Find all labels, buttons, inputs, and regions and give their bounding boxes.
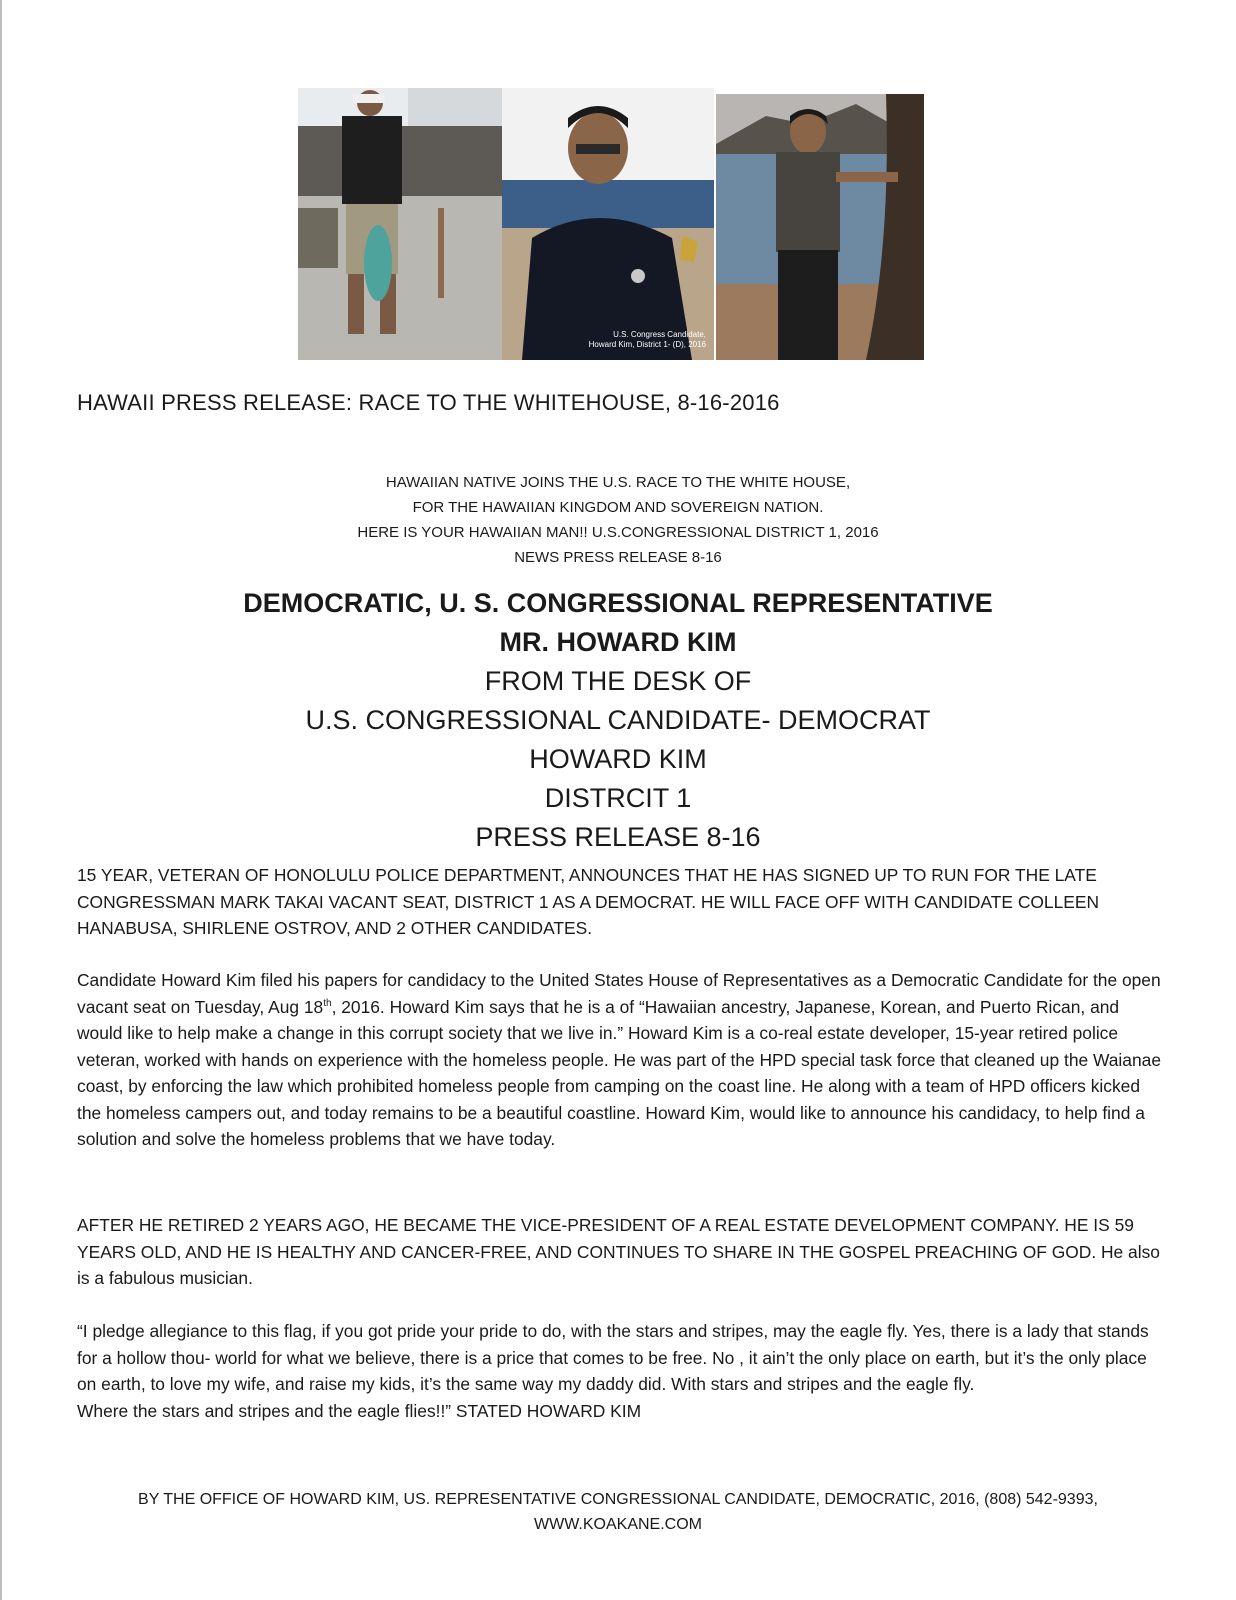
title-name: MR. HOWARD KIM: [499, 627, 737, 657]
title-district: DISTRCIT 1: [544, 783, 692, 813]
footer-contact: BY THE OFFICE OF HOWARD KIM, US. REPRESENTATIVE CONGRESSIONAL CANDIDATE, DEMOCRATIC, 2016, (808) 542-9393,: [138, 1491, 1098, 1508]
quote-attribution: Where the stars and stripes and the eagle flies!!” STATED HOWARD KIM: [77, 1400, 642, 1421]
paragraph-candidacy-part1: Candidate Howard Kim filed his papers for candidacy to the United States House of Representatives as a Democratic Candidate for the open vacant seat on Tuesday, Aug 18: [77, 970, 1161, 1017]
footer-website[interactable]: WWW.KOAKANE.COM: [534, 1516, 702, 1533]
paragraph-quote: [77, 1318, 1163, 1424]
title-candidate-name: HOWARD KIM: [529, 744, 707, 774]
title-from-desk: FROM THE DESK OF: [484, 666, 752, 696]
title-press-release: PRESS RELEASE 8-16: [475, 822, 761, 852]
footer: [0, 1487, 1236, 1537]
paragraph-candidacy: [77, 967, 1163, 1153]
photo-strip: [298, 88, 938, 368]
photo-caption: [589, 330, 706, 350]
paragraph-background: AFTER HE RETIRED 2 YEARS AGO, HE BECAME THE VICE-PRESIDENT OF A REAL ESTATE DEVELOPMENT COMPANY. HE IS 59 YEARS OLD, AND HE IS HEALTHY AND CANCER-FREE, AND CONTINUES TO SHARE IN THE GOSPEL PREACHING OF GOD. He also is a fabulous musician.: [77, 1215, 1160, 1288]
photo-caption-line2: Howard Kim, District 1- (D), 2016: [588, 340, 706, 349]
subheading-block: [0, 470, 1236, 570]
quote-line: “I pledge allegiance to this flag, if you got pride your pride to do, with the stars and stripes, may the eagle fly. Yes, there is a lady that stands for a hollow thou- world for what we believe, there is a price that comes to be free. No , it ain’t the only place on earth, but it’s the only place on earth, to love my wife, and raise my kids, it’s the same way my daddy did. With stars and stripes and the eagle fly.: [77, 1321, 1149, 1394]
photo-fishing: [298, 88, 504, 360]
subhead-line: NEWS PRESS RELEASE 8-16: [514, 549, 722, 566]
title-office: DEMOCRATIC, U. S. CONGRESSIONAL REPRESENTATIVE: [243, 588, 993, 618]
ordinal-suffix: th: [323, 997, 332, 1009]
photo-beach: [716, 94, 924, 360]
title-candidate: U.S. CONGRESSIONAL CANDIDATE- DEMOCRAT: [305, 705, 931, 735]
paragraph-candidacy-part2: , 2016. Howard Kim says that he is a of “Hawaiian ancestry, Japanese, Korean, and Puerto Rican, and would like to help make a change in this corrupt society that we live in.” Howard Kim is a co-real estate developer, 15-year retired police veteran, worked with hands on experience with the homeless people. He was part of the HPD special task force that cleaned up the Waianae coast, by enforcing the law which prohibited homeless people from camping on the coast line. He along with a team of HPD officers kicked the homeless campers out, and today remains to be a beautiful coastline. Howard Kim, would like to announce his candidacy, to help find a solution and solve the homeless problems that we have today.: [77, 996, 1161, 1149]
photo-caption-line1: U.S. Congress Candidate,: [613, 330, 706, 339]
paragraph-announcement: 15 YEAR, VETERAN OF HONOLULU POLICE DEPARTMENT, ANNOUNCES THAT HE HAS SIGNED UP TO RUN FOR THE LATE CONGRESSMAN MARK TAKAI VACANT SEAT, DISTRICT 1 AS A DEMOCRAT. HE WILL FACE OFF WITH CANDIDATE COLLEEN HANABUSA, SHIRLENE OSTROV, AND 2 OTHER CANDIDATES.: [77, 865, 1100, 938]
headline: HAWAII PRESS RELEASE: RACE TO THE WHITEHOUSE, 8-16-2016: [77, 390, 780, 415]
title-block: [0, 584, 1236, 857]
subhead-line: HERE IS YOUR HAWAIIAN MAN!! U.S.CONGRESSIONAL DISTRICT 1, 2016: [357, 524, 879, 541]
subhead-line: HAWAIIAN NATIVE JOINS THE U.S. RACE TO THE WHITE HOUSE,: [385, 474, 851, 491]
photo-officer: [502, 88, 714, 360]
subhead-line: FOR THE HAWAIIAN KINGDOM AND SOVEREIGN NATION.: [412, 499, 824, 516]
